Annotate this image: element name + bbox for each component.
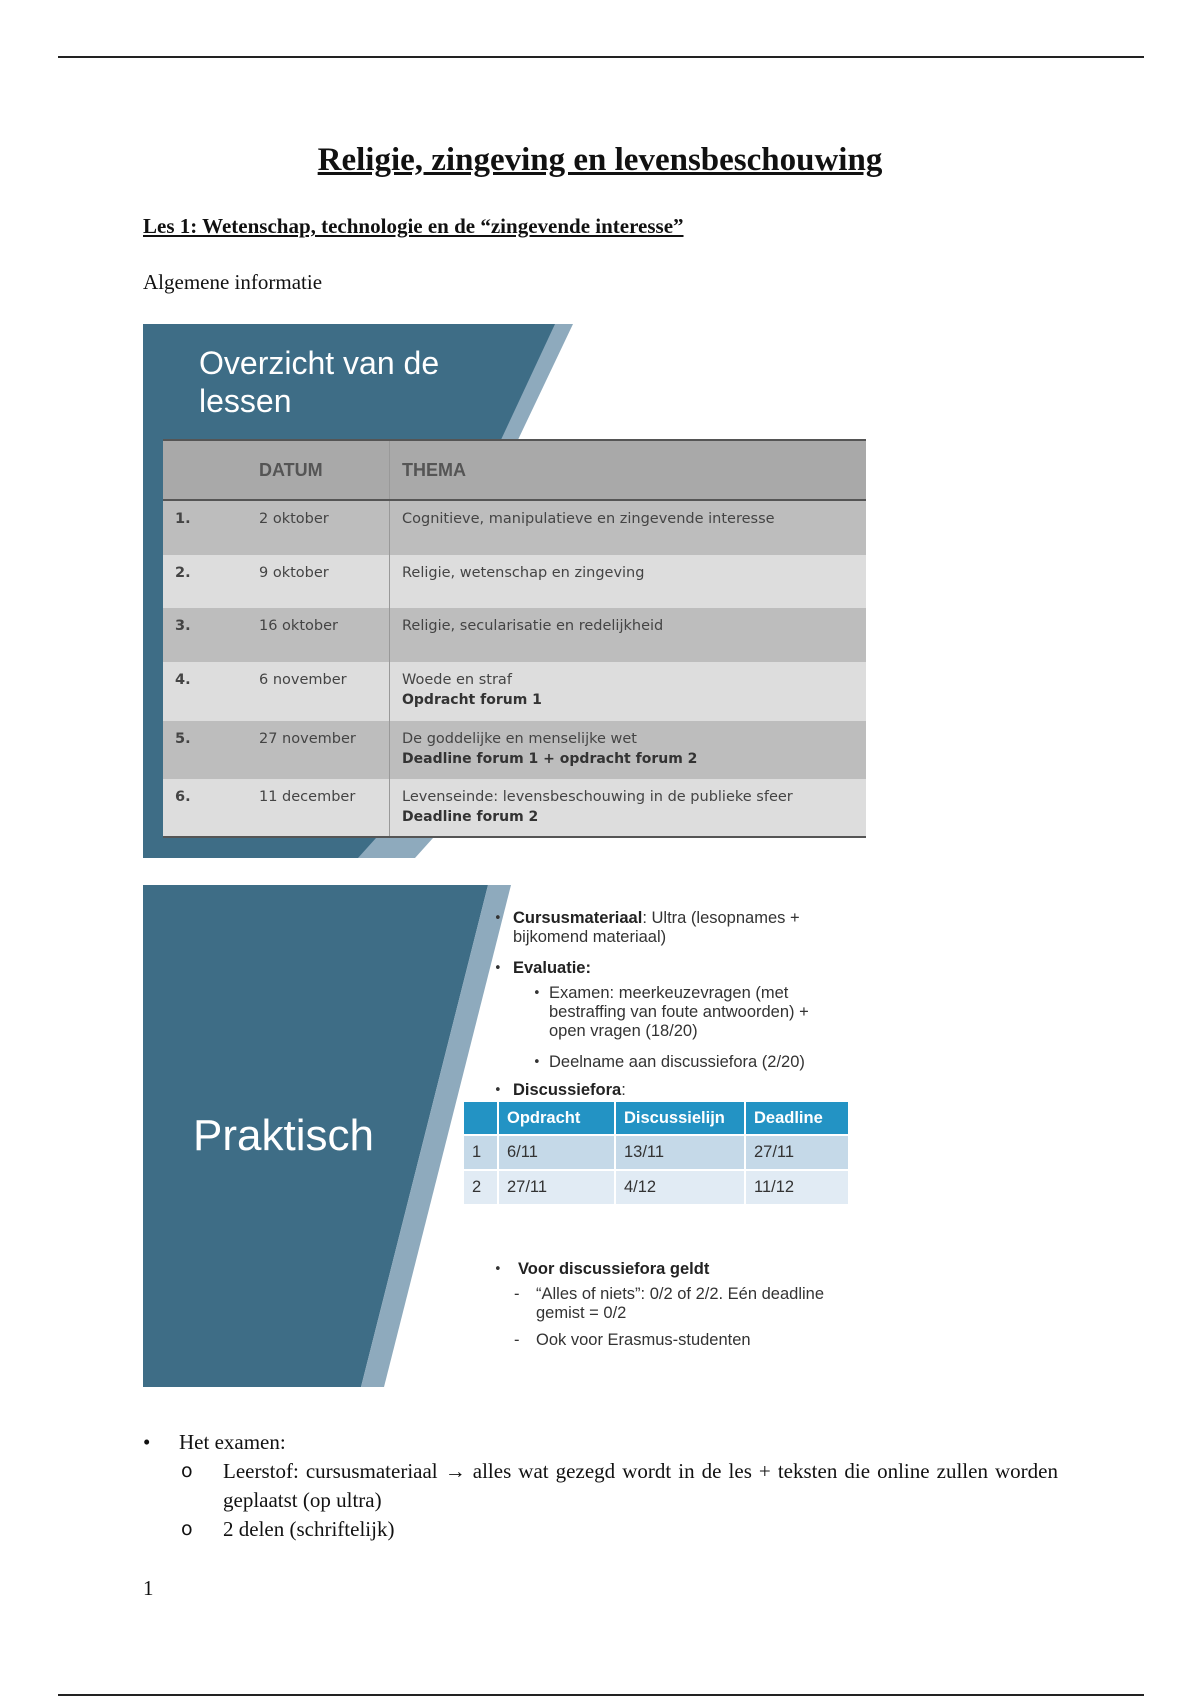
- row-theme-text: Woede en straf: [402, 672, 512, 688]
- row-theme-note: Opdracht forum 1: [402, 692, 542, 708]
- row-number: 2.: [163, 555, 247, 608]
- table-row: [163, 500, 866, 555]
- dash-icon: -: [514, 1331, 520, 1349]
- row-date: 9 oktober: [247, 555, 390, 608]
- table-row: [163, 779, 866, 837]
- row-theme: [390, 779, 867, 837]
- fora-cell: 27/11: [498, 1170, 615, 1204]
- header-num: [163, 440, 247, 500]
- row-number: 6.: [163, 779, 247, 837]
- dash-icon: -: [514, 1285, 520, 1303]
- page-number: 1: [143, 1576, 154, 1600]
- exam-heading: Het examen:: [179, 1430, 286, 1454]
- row-theme-text: Levenseinde: levensbeschouwing in de publieke sfeer: [402, 789, 793, 805]
- row-theme-text: De goddelijke en menselijke wet: [402, 731, 637, 747]
- table-row: [464, 1170, 849, 1204]
- bullet-icon: •: [494, 1262, 502, 1277]
- bullet-icon: •: [533, 1055, 541, 1070]
- course-material-text: : Ultra (lesopnames + bijkomend materiaal): [513, 909, 800, 946]
- list-item-text: Leerstof: cursusmateriaal → alles wat gezegd wordt in de les + teksten die online zullen worden geplaatst (op ultra): [223, 1459, 1058, 1512]
- fora-header-row: [464, 1102, 849, 1135]
- evaluation-item: Examen: meerkeuzevragen (met bestraffing van foute antwoorden) + open vragen (18/20): [549, 984, 809, 1040]
- fora-header: [464, 1102, 498, 1135]
- row-date: 11 december: [247, 779, 390, 837]
- fora-header: Deadline: [745, 1102, 849, 1135]
- evaluation-item: Deelname aan discussiefora (2/20): [549, 1053, 805, 1071]
- row-theme-text: Religie, wetenschap en zingeving: [402, 565, 645, 581]
- table-row: [163, 555, 866, 608]
- bullet-icon: •: [533, 986, 541, 1001]
- row-number: 1.: [163, 500, 247, 555]
- course-material-label: Cursusmateriaal: [513, 909, 643, 927]
- fora-label-suffix: :: [621, 1081, 626, 1099]
- fora-cell: 1: [464, 1135, 498, 1170]
- table-header-row: [163, 440, 866, 500]
- row-theme: [390, 500, 867, 555]
- row-theme: [390, 662, 867, 721]
- row-theme-note: Deadline forum 1 + opdracht forum 2: [402, 751, 698, 767]
- row-number: 3.: [163, 608, 247, 662]
- evaluation-label: [513, 959, 591, 978]
- lesson-heading: Les 1: Wetenschap, technologie en de “zingevende interesse”: [143, 214, 684, 238]
- circle-bullet-icon: o: [181, 1518, 193, 1540]
- row-theme-note: Deadline forum 2: [402, 809, 539, 825]
- fora-header: Opdracht: [498, 1102, 615, 1135]
- rules-item: Ook voor Erasmus-studenten: [536, 1331, 751, 1349]
- row-date: 2 oktober: [247, 500, 390, 555]
- header-theme: THEMA: [390, 440, 867, 500]
- row-theme-text: Cognitieve, manipulatieve en zingevende interesse: [402, 511, 775, 527]
- course-material-item: [513, 909, 843, 947]
- fora-header: Discussielijn: [615, 1102, 745, 1135]
- fora-label: [513, 1081, 626, 1100]
- bullet-icon: •: [494, 1083, 502, 1098]
- fora-label-text: Discussiefora: [513, 1081, 622, 1099]
- row-date: 27 november: [247, 721, 390, 779]
- list-item-text: 2 delen (schriftelijk): [223, 1517, 395, 1541]
- row-number: 5.: [163, 721, 247, 779]
- row-date: 16 oktober: [247, 608, 390, 662]
- table-row: [163, 721, 866, 779]
- bullet-icon: •: [143, 1430, 151, 1454]
- document-title: Religie, zingeving en levensbeschouwing: [317, 142, 883, 178]
- bullet-icon: •: [494, 961, 502, 976]
- footer-rule: [58, 1694, 1144, 1696]
- header-rule: [58, 56, 1144, 58]
- fora-cell: 13/11: [615, 1135, 745, 1170]
- fora-cell: 4/12: [615, 1170, 745, 1204]
- table-row: [163, 662, 866, 721]
- row-number: 4.: [163, 662, 247, 721]
- discussion-fora-table: [464, 1102, 850, 1204]
- rules-item: “Alles of niets”: 0/2 of 2/2. Eén deadline gemist = 0/2: [536, 1285, 825, 1322]
- fora-cell: 27/11: [745, 1135, 849, 1170]
- overview-slide: [143, 324, 866, 858]
- practical-slide-title: Praktisch: [193, 1111, 374, 1160]
- table-row: [464, 1135, 849, 1170]
- fora-cell: 11/12: [745, 1170, 849, 1204]
- row-theme: [390, 608, 867, 662]
- row-date: 6 november: [247, 662, 390, 721]
- row-theme-text: Religie, secularisatie en redelijkheid: [402, 618, 664, 634]
- fora-cell: 6/11: [498, 1135, 615, 1170]
- fora-cell: 2: [464, 1170, 498, 1204]
- table-row: [163, 608, 866, 662]
- rules-label: [518, 1260, 709, 1279]
- circle-bullet-icon: o: [181, 1460, 193, 1482]
- section-label: Algemene informatie: [143, 270, 323, 294]
- row-theme: [390, 721, 867, 779]
- rules-label-text: Voor discussiefora geldt: [518, 1260, 710, 1278]
- evaluation-label-text: Evaluatie:: [513, 959, 591, 977]
- row-theme: [390, 555, 867, 608]
- practical-slide: [143, 885, 866, 1387]
- lesson-schedule-table: [163, 439, 866, 838]
- header-date: DATUM: [247, 440, 390, 500]
- overview-slide-title: Overzicht van de lessen: [199, 345, 440, 419]
- bullet-icon: •: [494, 911, 502, 926]
